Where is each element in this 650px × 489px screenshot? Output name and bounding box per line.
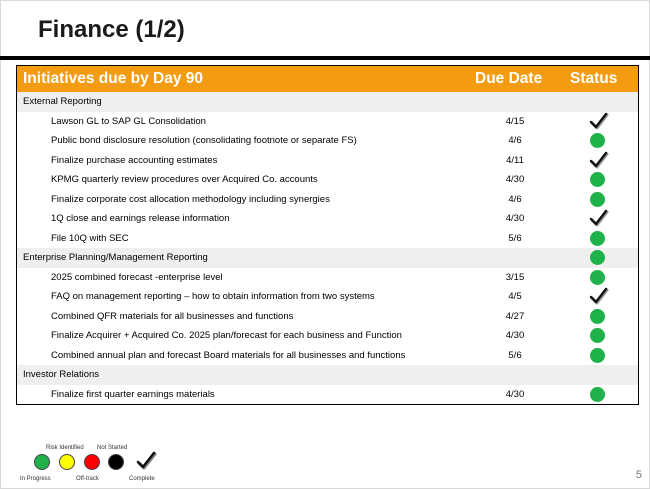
initiative-name: Combined annual plan and forecast Board materials for all businesses and functions [51,349,406,361]
table-row [17,385,638,405]
table-row [17,287,638,307]
in-progress-dot-icon [590,309,605,324]
status-cell [587,248,607,268]
due-date: 5/6 [508,232,522,244]
status-cell [587,307,607,327]
complete-check-icon [587,286,609,306]
in-progress-dot-icon [590,192,605,207]
initiatives-table [16,65,639,405]
page-number: 5 [635,469,642,481]
due-date: 4/27 [505,310,525,322]
status-cell [587,190,607,210]
status-cell [587,287,607,307]
initiative-name: Finalize Acquirer + Acquired Co. 2025 plan/forecast for each business and Function [51,330,402,341]
legend-risk-identified-dot [59,454,75,470]
title-rule [0,56,650,60]
due-date: 4/30 [505,213,525,224]
header-due-date: Due Date [475,70,543,87]
initiative-name: File 10Q with SEC [51,232,129,244]
table-row [17,307,638,327]
complete-check-icon [587,111,609,131]
table-row [17,326,638,346]
header-status: Status [570,70,618,87]
status-cell [587,346,607,366]
table-row [17,151,638,171]
initiative-name: KPMG quarterly review procedures over Acquired Co. accounts [51,174,318,185]
initiative-name: Finalize corporate cost allocation methodology including synergies [51,193,330,205]
in-progress-dot-icon [590,231,605,246]
legend-in-progress-label: In Progress [20,476,51,482]
legend-not-started-dot [108,454,124,470]
initiative-name: FAQ on management reporting – how to obtain information from two systems [51,291,375,302]
legend-complete-check-icon [135,451,157,471]
table-row [17,190,638,210]
category-label: Enterprise Planning/Management Reporting [23,252,208,263]
status-legend [14,443,174,487]
status-cell [587,151,607,171]
in-progress-dot-icon [590,270,605,285]
table-row [17,131,638,151]
due-date: 3/15 [505,271,525,283]
due-date: 4/11 [506,154,524,166]
in-progress-dot-icon [590,348,605,363]
in-progress-dot-icon [590,172,605,187]
status-cell [587,131,607,151]
table-row [17,346,638,366]
table-header [17,66,638,92]
due-date: 4/30 [505,174,525,185]
category-label: External Reporting [23,96,102,107]
due-date: 5/6 [508,349,522,361]
due-date: 4/30 [505,330,525,341]
complete-check-icon [587,150,609,170]
header-initiatives: Initiatives due by Day 90 [23,70,204,87]
status-cell [587,209,607,229]
status-cell [587,365,607,385]
status-cell [587,229,607,249]
initiative-name: Finalize first quarter earnings materials [51,388,215,400]
table-row [17,209,638,229]
slide-title: Finance (1/2) [38,16,185,43]
legend-risk-identified-label: Risk Identified [46,445,84,451]
due-date: 4/6 [508,193,522,205]
category-row [17,92,638,112]
legend-in-progress-dot [34,454,50,470]
table-row [17,229,638,249]
initiative-name: 2025 combined forecast -enterprise level [51,271,223,283]
table-row [17,268,638,288]
in-progress-dot-icon [590,250,605,265]
due-date: 4/15 [505,115,525,127]
category-row [17,248,638,268]
due-date: 4/5 [508,291,522,302]
status-cell [587,268,607,288]
initiative-name: 1Q close and earnings release information [51,213,230,224]
status-cell [587,385,607,405]
complete-check-icon [587,208,609,228]
legend-off-track-dot [84,454,100,470]
legend-not-started-label: Not Started [97,445,128,451]
in-progress-dot-icon [590,328,605,343]
legend-off-track-label: Off-track [76,476,99,482]
table-row [17,170,638,190]
legend-complete-label: Complete [129,476,155,482]
category-label: Investor Relations [23,369,100,380]
status-cell [587,112,607,132]
initiative-name: Combined QFR materials for all businesses and functions [51,310,294,322]
in-progress-dot-icon [590,133,605,148]
due-date: 4/30 [505,388,525,400]
category-row [17,365,638,385]
table-row [17,112,638,132]
initiative-name: Public bond disclosure resolution (consolidating footnote or separate FS) [51,135,357,146]
initiative-name: Finalize purchase accounting estimates [51,154,218,166]
status-cell [587,92,607,112]
status-cell [587,170,607,190]
initiative-name: Lawson GL to SAP GL Consolidation [51,115,206,127]
status-cell [587,326,607,346]
in-progress-dot-icon [590,387,605,402]
due-date: 4/6 [508,135,522,146]
